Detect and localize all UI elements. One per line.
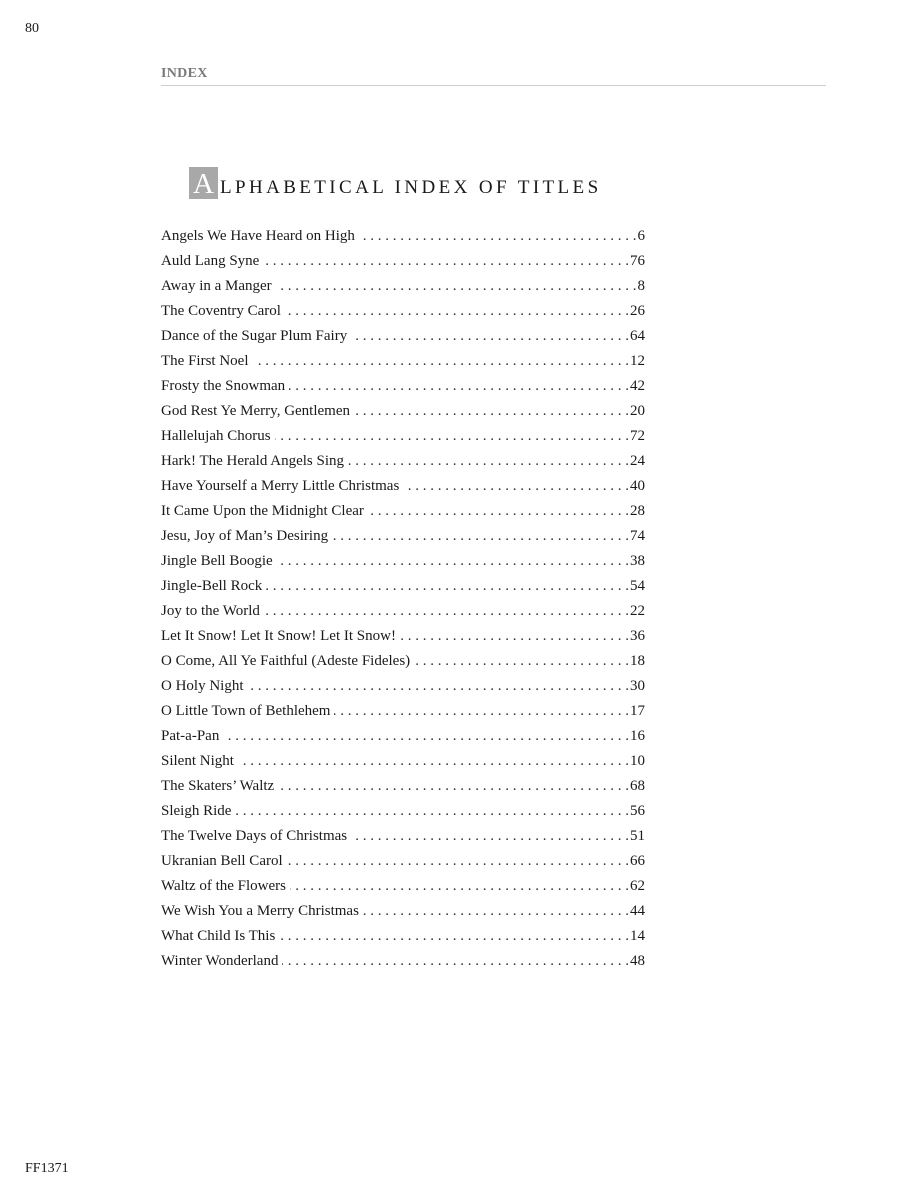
dot-leader — [290, 876, 629, 896]
dot-leader — [351, 826, 629, 846]
dot-leader — [287, 851, 629, 871]
entry-title: Auld Lang Syne — [161, 253, 260, 269]
entry-title: What Child Is This — [161, 928, 276, 944]
index-entry[interactable] — [161, 451, 645, 476]
entry-title: Ukranian Bell Carol — [161, 853, 283, 869]
dot-leader — [278, 776, 629, 796]
entry-title: We Wish You a Merry Christmas — [161, 903, 359, 919]
index-entry[interactable] — [161, 276, 645, 301]
entry-title: Frosty the Snowman — [161, 378, 286, 394]
dot-leader — [266, 576, 629, 596]
index-entry[interactable] — [161, 576, 645, 601]
entry-title: Angels We Have Heard on High — [161, 228, 355, 244]
entry-title: Sleigh Ride — [161, 803, 232, 819]
index-entry[interactable] — [161, 901, 645, 926]
dot-leader — [248, 676, 630, 696]
index-entry[interactable] — [161, 951, 645, 976]
dot-leader — [414, 651, 629, 671]
entry-title: It Came Upon the Midnight Clear — [161, 503, 364, 519]
entry-page-number: 17 — [630, 703, 645, 719]
entry-title: Winter Wonderland — [161, 953, 279, 969]
entry-page-number: 48 — [630, 953, 645, 969]
entry-title: Have Yourself a Merry Little Christmas — [161, 478, 400, 494]
dot-leader — [368, 501, 629, 521]
dot-leader — [282, 951, 629, 971]
entry-title: Dance of the Sugar Plum Fairy — [161, 328, 348, 344]
index-list — [161, 226, 645, 976]
entry-title: Joy to the World — [161, 603, 260, 619]
index-entry[interactable] — [161, 526, 645, 551]
dot-leader — [275, 426, 629, 446]
entry-page-number: 76 — [630, 253, 645, 269]
index-entry[interactable] — [161, 251, 645, 276]
entry-page-number: 54 — [630, 578, 645, 594]
entry-page-number: 24 — [630, 453, 645, 469]
entry-title: Jingle Bell Boogie — [161, 553, 273, 569]
dot-leader — [289, 376, 629, 396]
entry-page-number: 68 — [630, 778, 645, 794]
entry-page-number: 20 — [630, 403, 645, 419]
index-entry[interactable] — [161, 651, 645, 676]
index-title — [189, 167, 602, 199]
entry-title: The First Noel — [161, 353, 249, 369]
index-entry[interactable] — [161, 751, 645, 776]
entry-page-number: 42 — [630, 378, 645, 394]
entry-page-number: 74 — [630, 528, 645, 544]
entry-title: The Coventry Carol — [161, 303, 281, 319]
entry-title: Waltz of the Flowers — [161, 878, 287, 894]
dot-leader — [277, 551, 629, 571]
index-entry[interactable] — [161, 801, 645, 826]
entry-title: O Holy Night — [161, 678, 244, 694]
index-entry[interactable] — [161, 426, 645, 451]
index-entry[interactable] — [161, 926, 645, 951]
dot-leader — [264, 601, 629, 621]
entry-page-number: 22 — [630, 603, 645, 619]
entry-page-number: 26 — [630, 303, 645, 319]
index-entry[interactable] — [161, 701, 645, 726]
entry-page-number: 64 — [630, 328, 645, 344]
dot-leader — [276, 276, 637, 296]
entry-page-number: 51 — [630, 828, 645, 844]
entry-page-number: 44 — [630, 903, 645, 919]
index-entry[interactable] — [161, 851, 645, 876]
entry-title: Let It Snow! Let It Snow! Let It Snow! — [161, 628, 396, 644]
entry-title: God Rest Ye Merry, Gentlemen — [161, 403, 351, 419]
dot-leader — [351, 326, 629, 346]
entry-page-number: 36 — [630, 628, 645, 644]
running-head — [161, 66, 826, 86]
index-entry[interactable] — [161, 601, 645, 626]
entry-title: O Come, All Ye Faithful (Adeste Fideles) — [161, 653, 411, 669]
dot-leader — [354, 401, 629, 421]
dot-leader — [263, 251, 629, 271]
entry-title: The Skaters’ Waltz — [161, 778, 275, 794]
entry-title: Silent Night — [161, 753, 234, 769]
entry-title: The Twelve Days of Christmas — [161, 828, 348, 844]
index-entry[interactable] — [161, 726, 645, 751]
dot-leader — [279, 926, 629, 946]
entry-page-number: 6 — [637, 228, 645, 244]
dot-leader — [334, 701, 629, 721]
index-entry[interactable] — [161, 776, 645, 801]
entry-page-number: 38 — [630, 553, 645, 569]
dot-leader — [363, 901, 629, 921]
dot-leader — [348, 451, 629, 471]
entry-title: Jesu, Joy of Man’s Desiring — [161, 528, 329, 544]
entry-title: Hallelujah Chorus — [161, 428, 271, 444]
entry-page-number: 10 — [630, 753, 645, 769]
entry-page-number: 8 — [637, 278, 645, 294]
index-entry[interactable] — [161, 626, 645, 651]
dot-leader — [359, 226, 637, 246]
index-entry[interactable] — [161, 326, 645, 351]
entry-page-number: 66 — [630, 853, 645, 869]
dot-leader — [235, 801, 629, 821]
index-entry[interactable] — [161, 501, 645, 526]
entry-page-number: 62 — [630, 878, 645, 894]
entry-page-number: 12 — [630, 353, 645, 369]
title-dropcap: A — [189, 167, 218, 199]
index-entry[interactable] — [161, 301, 645, 326]
dot-leader — [285, 301, 629, 321]
title-text: LPHABETICAL INDEX OF TITLES — [220, 177, 602, 198]
index-entry[interactable] — [161, 676, 645, 701]
index-entry[interactable] — [161, 551, 645, 576]
index-entry[interactable] — [161, 226, 645, 251]
entry-page-number: 28 — [630, 503, 645, 519]
entry-page-number: 56 — [630, 803, 645, 819]
dot-leader — [400, 626, 629, 646]
entry-title: Away in a Manger — [161, 278, 272, 294]
page-number: 80 — [25, 21, 39, 36]
entry-page-number: 72 — [630, 428, 645, 444]
dot-leader — [253, 351, 630, 371]
index-entry[interactable] — [161, 351, 645, 376]
entry-page-number: 16 — [630, 728, 645, 744]
entry-title: O Little Town of Bethlehem — [161, 703, 331, 719]
dot-leader — [403, 476, 629, 496]
dot-leader — [332, 526, 629, 546]
dot-leader — [223, 726, 629, 746]
entry-page-number: 30 — [630, 678, 645, 694]
footer-code: FF1371 — [25, 1161, 69, 1176]
index-entry[interactable] — [161, 376, 645, 401]
index-entry[interactable] — [161, 876, 645, 901]
index-entry[interactable] — [161, 826, 645, 851]
index-entry[interactable] — [161, 476, 645, 501]
entry-page-number: 40 — [630, 478, 645, 494]
entry-title: Pat-a-Pan — [161, 728, 220, 744]
running-head-label: INDEX — [161, 66, 208, 81]
entry-title: Hark! The Herald Angels Sing — [161, 453, 345, 469]
entry-page-number: 18 — [630, 653, 645, 669]
entry-title: Jingle-Bell Rock — [161, 578, 263, 594]
entry-page-number: 14 — [630, 928, 645, 944]
dot-leader — [238, 751, 629, 771]
index-entry[interactable] — [161, 401, 645, 426]
